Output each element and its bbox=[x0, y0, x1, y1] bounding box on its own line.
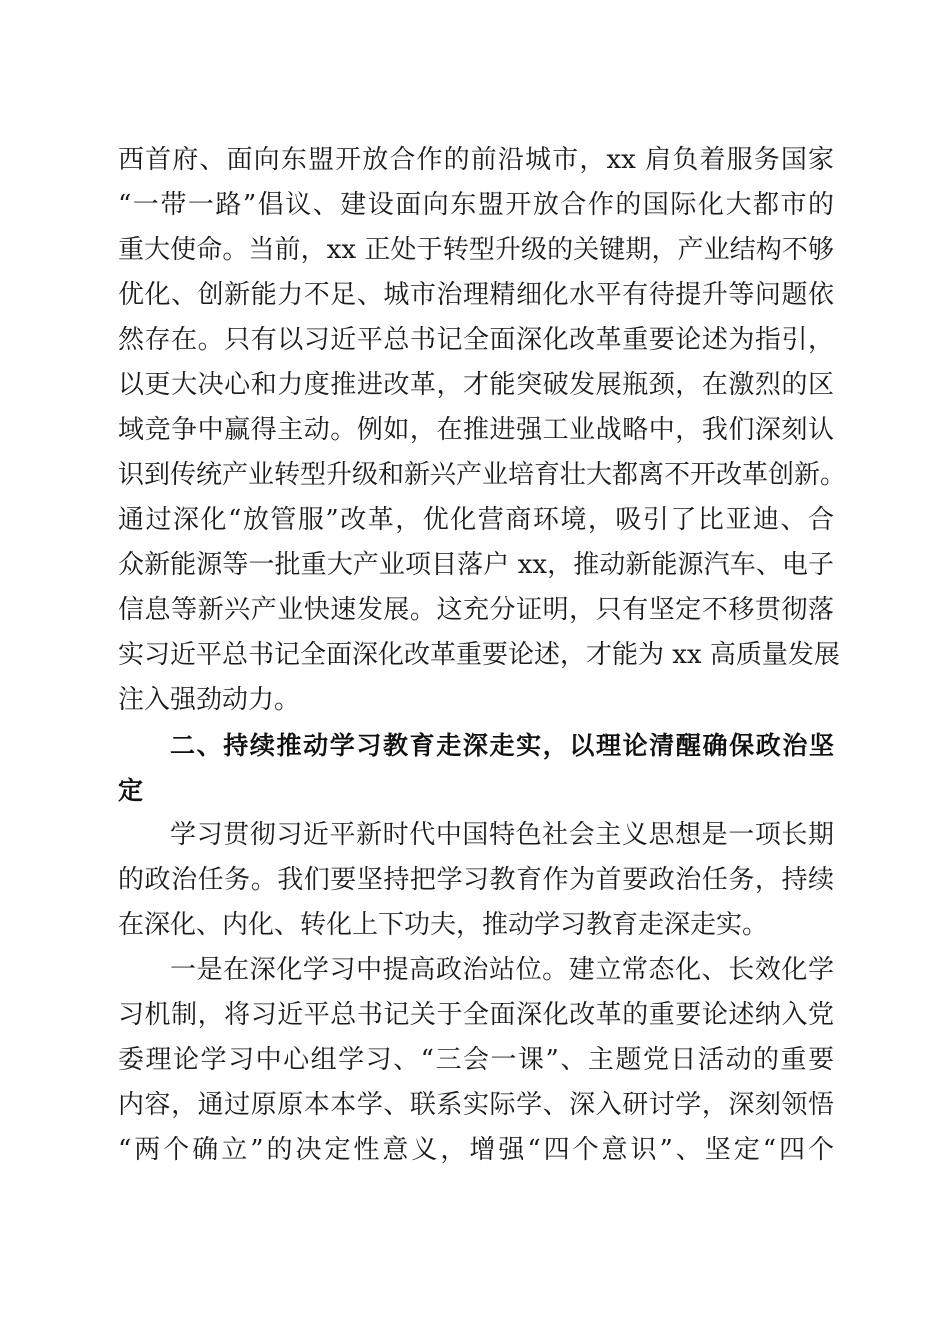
paragraph-line: 注入强劲动力。 bbox=[118, 685, 301, 715]
paragraph-line: 学习贯彻习近平新时代中国特色社会主义思想是一项长期 bbox=[170, 820, 834, 850]
paragraph-line: 内容，通过原原本本学、联系实际学、深入研讨学，深刻领悟 bbox=[118, 1090, 834, 1120]
section-heading: 二、持续推动学习教育走深走实，以理论清醒确保政治坚 bbox=[170, 731, 834, 760]
paragraph-line: 实习近平总书记全面深化改革重要论述，才能为 xx 高质量发展 bbox=[118, 640, 840, 670]
paragraph-line: 以更大决心和力度推进改革，才能突破发展瓶颈，在激烈的区 bbox=[118, 370, 834, 400]
paragraph-line: 信息等新兴产业快速发展。这充分证明，只有坚定不移贯彻落 bbox=[118, 595, 834, 625]
paragraph-line: 在深化、内化、转化上下功夫，推动学习教育走深走实。 bbox=[118, 910, 769, 940]
section-heading-continued: 定 bbox=[118, 776, 144, 805]
paragraph-line: 委理论学习中心组学习、“三会一课”、主题党日活动的重要 bbox=[118, 1045, 834, 1075]
paragraph-line: 习机制，将习近平总书记关于全面深化改革的重要论述纳入党 bbox=[118, 1000, 834, 1030]
paragraph-line: 的政治任务。我们要坚持把学习教育作为首要政治任务，持续 bbox=[118, 865, 834, 895]
paragraph-line: 众新能源等一批重大产业项目落户 xx，推动新能源汽车、电子 bbox=[118, 550, 834, 580]
paragraph-line: 通过深化“放管服”改革，优化营商环境，吸引了比亚迪、合 bbox=[118, 505, 834, 535]
paragraph-line: “两个确立”的决定性意义，增强“四个意识”、坚定“四个 bbox=[118, 1135, 834, 1165]
paragraph-line: 域竞争中赢得主动。例如，在推进强工业战略中，我们深刻认 bbox=[118, 415, 834, 445]
paragraph-line: “一带一路”倡议、建设面向东盟开放合作的国际化大都市的 bbox=[118, 190, 834, 220]
paragraph-line: 识到传统产业转型升级和新兴产业培育壮大都离不开改革创新。 bbox=[118, 460, 847, 490]
paragraph-line: 优化、创新能力不足、城市治理精细化水平有待提升等问题依 bbox=[118, 280, 834, 310]
paragraph-line: 西首府、面向东盟开放合作的前沿城市，xx 肩负着服务国家 bbox=[118, 145, 834, 175]
paragraph-line: 重大使命。当前，xx 正处于转型升级的关键期，产业结构不够 bbox=[118, 235, 834, 265]
paragraph-line: 然存在。只有以习近平总书记全面深化改革重要论述为指引， bbox=[118, 325, 834, 355]
paragraph-line: 一是在深化学习中提高政治站位。建立常态化、长效化学 bbox=[170, 955, 834, 985]
